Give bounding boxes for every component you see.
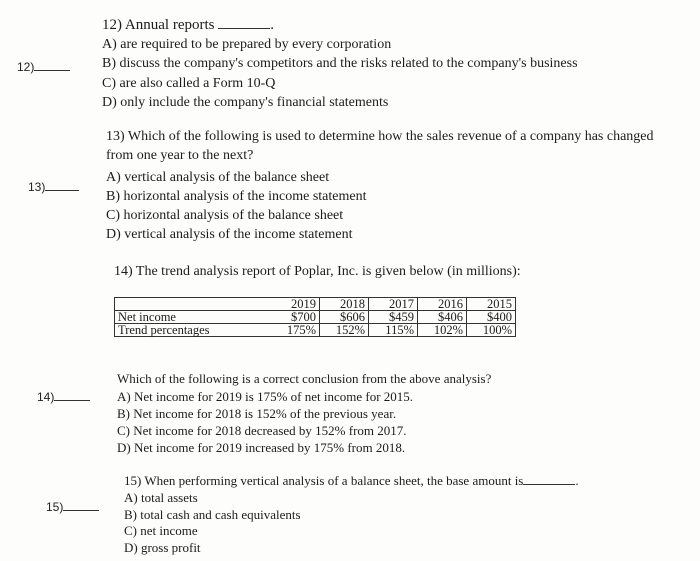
table-cell: 115%	[369, 324, 418, 337]
table-cell: $459	[369, 311, 418, 324]
table-cell: $400	[467, 311, 516, 324]
question-number-12: 12)	[17, 60, 35, 74]
table-cell: 175%	[271, 324, 320, 337]
table-header-blank	[115, 298, 272, 311]
option-14-a: A) Net income for 2019 is 175% of net income for 2015.	[117, 389, 414, 404]
question-13-stem-line1: 13) Which of the following is used to determine how the sales revenue of a company has changed	[106, 129, 654, 144]
answer-blank-12[interactable]	[34, 60, 70, 71]
option-13-b: B) horizontal analysis of the income statement	[106, 189, 367, 204]
option-13-a: A) vertical analysis of the balance sheet	[106, 170, 330, 185]
option-15-a: A) total assets	[124, 490, 198, 505]
stem-period-12: .	[270, 17, 274, 33]
option-12-c: C) are also called a Form 10-Q	[102, 76, 276, 91]
stem-blank-12	[218, 18, 270, 29]
table-cell: 102%	[418, 324, 467, 337]
table-cell: 100%	[467, 324, 516, 337]
option-14-d: D) Net income for 2019 increased by 175% from 2018.	[117, 440, 406, 455]
stem-blank-15	[523, 474, 575, 485]
table-header-row	[115, 298, 516, 311]
question-15-stem	[124, 473, 579, 489]
trend-analysis-table	[114, 297, 516, 337]
year-header: 2017	[369, 298, 418, 311]
table-cell: $700	[271, 311, 320, 324]
answer-slot-14[interactable]	[37, 390, 90, 404]
answer-slot-15[interactable]	[46, 500, 99, 514]
table-cell: $606	[320, 311, 369, 324]
option-15-b: B) total cash and cash equivalents	[124, 507, 301, 522]
question-14-intro: 14) The trend analysis report of Poplar, Inc. is given below (in millions):	[114, 264, 521, 279]
stem-period-15: .	[575, 473, 579, 488]
answer-blank-13[interactable]	[45, 180, 79, 191]
question-15-stem-text: 15) When performing vertical analysis of a balance sheet, the base amount is	[124, 473, 524, 488]
question-12-stem	[102, 17, 274, 34]
table-cell: $406	[418, 311, 467, 324]
answer-blank-15[interactable]	[63, 500, 99, 511]
answer-slot-12[interactable]	[17, 60, 70, 74]
question-number-13: 13)	[28, 180, 46, 194]
year-header: 2015	[487, 297, 512, 311]
table-row	[115, 311, 516, 324]
year-header: 2019	[271, 298, 320, 311]
question-12-stem-text: 12) Annual reports	[102, 17, 215, 33]
option-15-d: D) gross profit	[124, 540, 201, 555]
question-number-15: 15)	[46, 500, 64, 514]
option-12-a: A) are required to be prepared by every corporation	[102, 37, 392, 52]
option-14-c: C) Net income for 2018 decreased by 152% from 2017.	[117, 423, 407, 438]
answer-slot-13[interactable]	[28, 180, 79, 194]
question-14-question: Which of the following is a correct conclusion from the above analysis?	[117, 371, 492, 386]
question-number-14: 14)	[37, 390, 55, 404]
option-13-c: C) horizontal analysis of the balance sheet	[106, 208, 344, 223]
row-label: Net income	[115, 311, 272, 324]
option-13-d: D) vertical analysis of the income statement	[106, 227, 353, 242]
question-13-stem-line2: from one year to the next?	[106, 148, 254, 163]
table-row	[115, 324, 516, 337]
answer-blank-14[interactable]	[54, 390, 90, 401]
option-15-c: C) net income	[124, 523, 198, 538]
option-14-b: B) Net income for 2018 is 152% of the previous year.	[117, 406, 397, 421]
option-12-d: D) only include the company's financial statements	[102, 95, 389, 110]
year-header: 2018	[320, 298, 369, 311]
year-header: 2016	[418, 298, 467, 311]
table-cell: 152%	[320, 324, 369, 337]
option-12-b: B) discuss the company's competitors and the risks related to the company's business	[102, 56, 578, 71]
row-label: Trend percentages	[115, 324, 272, 337]
